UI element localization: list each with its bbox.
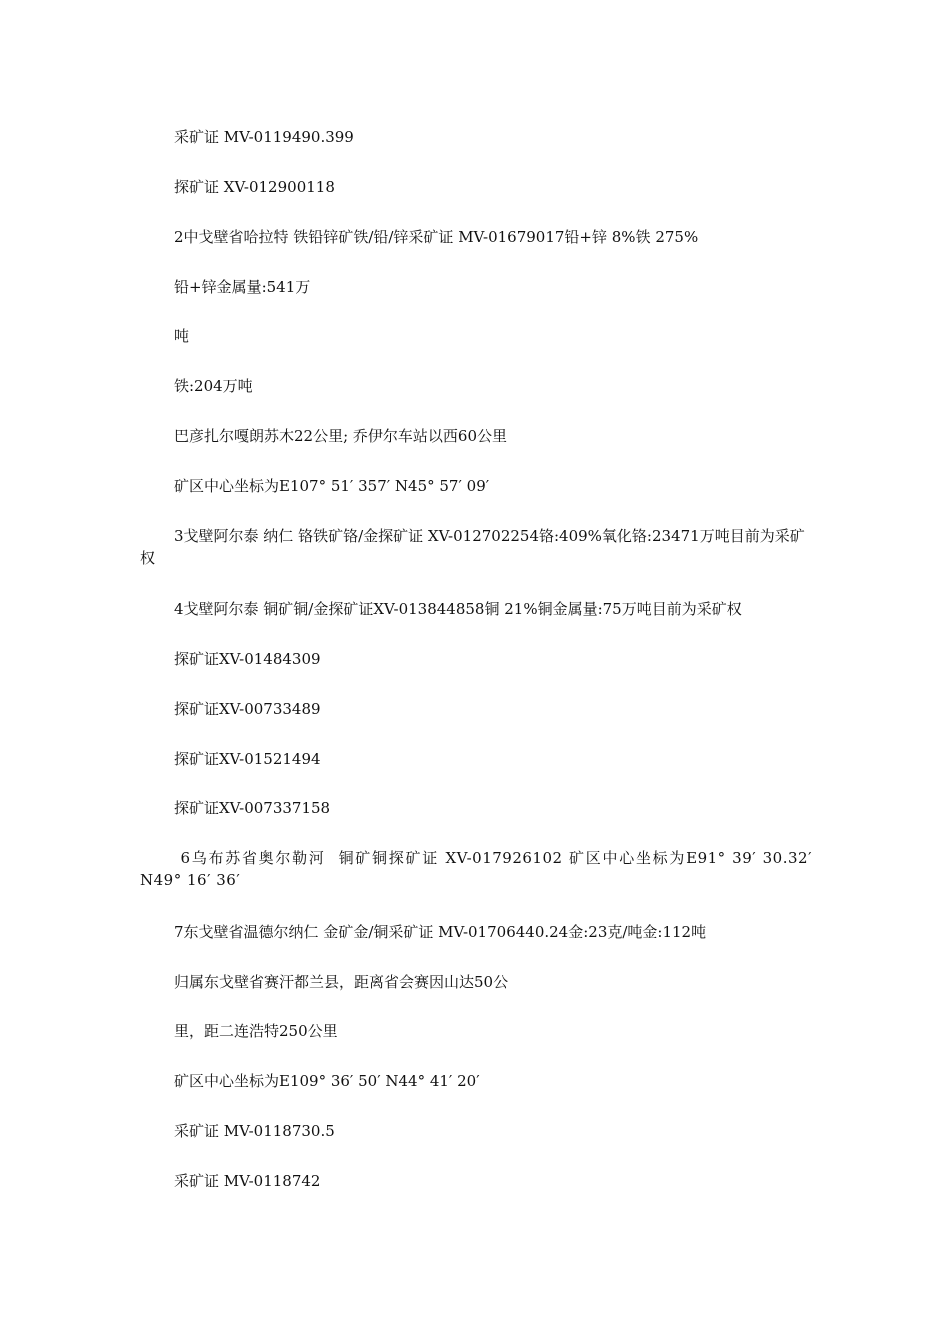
paragraph-exploration-license-3: 探矿证XV-00733489 [174, 700, 321, 718]
paragraph-item-7: 7东戈壁省温德尔纳仁 金矿金/铜采矿证 MV-01706440.24金:23克/吨金:112吨 [174, 923, 707, 941]
paragraph-ton: 吨 [174, 327, 190, 345]
paragraph-iron-amount: 铁:204万吨 [174, 377, 253, 395]
paragraph-mining-license-3: 采矿证 MV-0118742 [174, 1172, 321, 1190]
paragraph-lead-zinc-metal: 铅+锌金属量:541万 [174, 278, 311, 296]
paragraph-item-3: 3戈壁阿尔泰 纳仁 铬铁矿铬/金探矿证 XV-012702254铬:409%氧化铬:23471万吨目前为采矿权 [140, 527, 805, 567]
paragraph-distance-erlian: 里，距二连浩特250公里 [174, 1022, 338, 1040]
paragraph-exploration-license-1: 探矿证 XV-012900118 [174, 178, 335, 196]
paragraph-mining-license-1: 采矿证 MV-0119490.399 [174, 128, 354, 146]
paragraph-coordinates-1: 矿区中心坐标为E107° 51′ 357′ N45° 57′ 09′ [174, 477, 490, 495]
paragraph-mining-license-2: 采矿证 MV-0118730.5 [174, 1122, 335, 1140]
paragraph-location-distance: 巴彦扎尔嘎朗苏木22公里; 乔伊尔车站以西60公里 [174, 427, 507, 445]
paragraph-exploration-license-5: 探矿证XV-007337158 [174, 799, 331, 817]
paragraph-item-4: 4戈壁阿尔泰 铜矿铜/金探矿证XV-013844858铜 21%铜金属量:75万吨目前为采矿权 [174, 600, 742, 618]
paragraph-exploration-license-4: 探矿证XV-01521494 [174, 750, 321, 768]
paragraph-jurisdiction: 归属东戈壁省赛汗都兰县，距离省会赛因山达50公 [174, 973, 509, 991]
paragraph-item-6: 6乌布苏省奥尔勒河 铜矿铜探矿证 XV-017926102 矿区中心坐标为E91° 39′ 30.32′ N49° 16′ 36′ [140, 849, 818, 889]
paragraph-coordinates-2: 矿区中心坐标为E109° 36′ 50′ N44° 41′ 20′ [174, 1072, 480, 1090]
paragraph-exploration-license-2: 探矿证XV-01484309 [174, 650, 321, 668]
paragraph-item-2: 2中戈壁省哈拉特 铁铅锌矿铁/铅/锌采矿证 MV-01679017铅+锌 8%铁 275% [174, 228, 699, 246]
